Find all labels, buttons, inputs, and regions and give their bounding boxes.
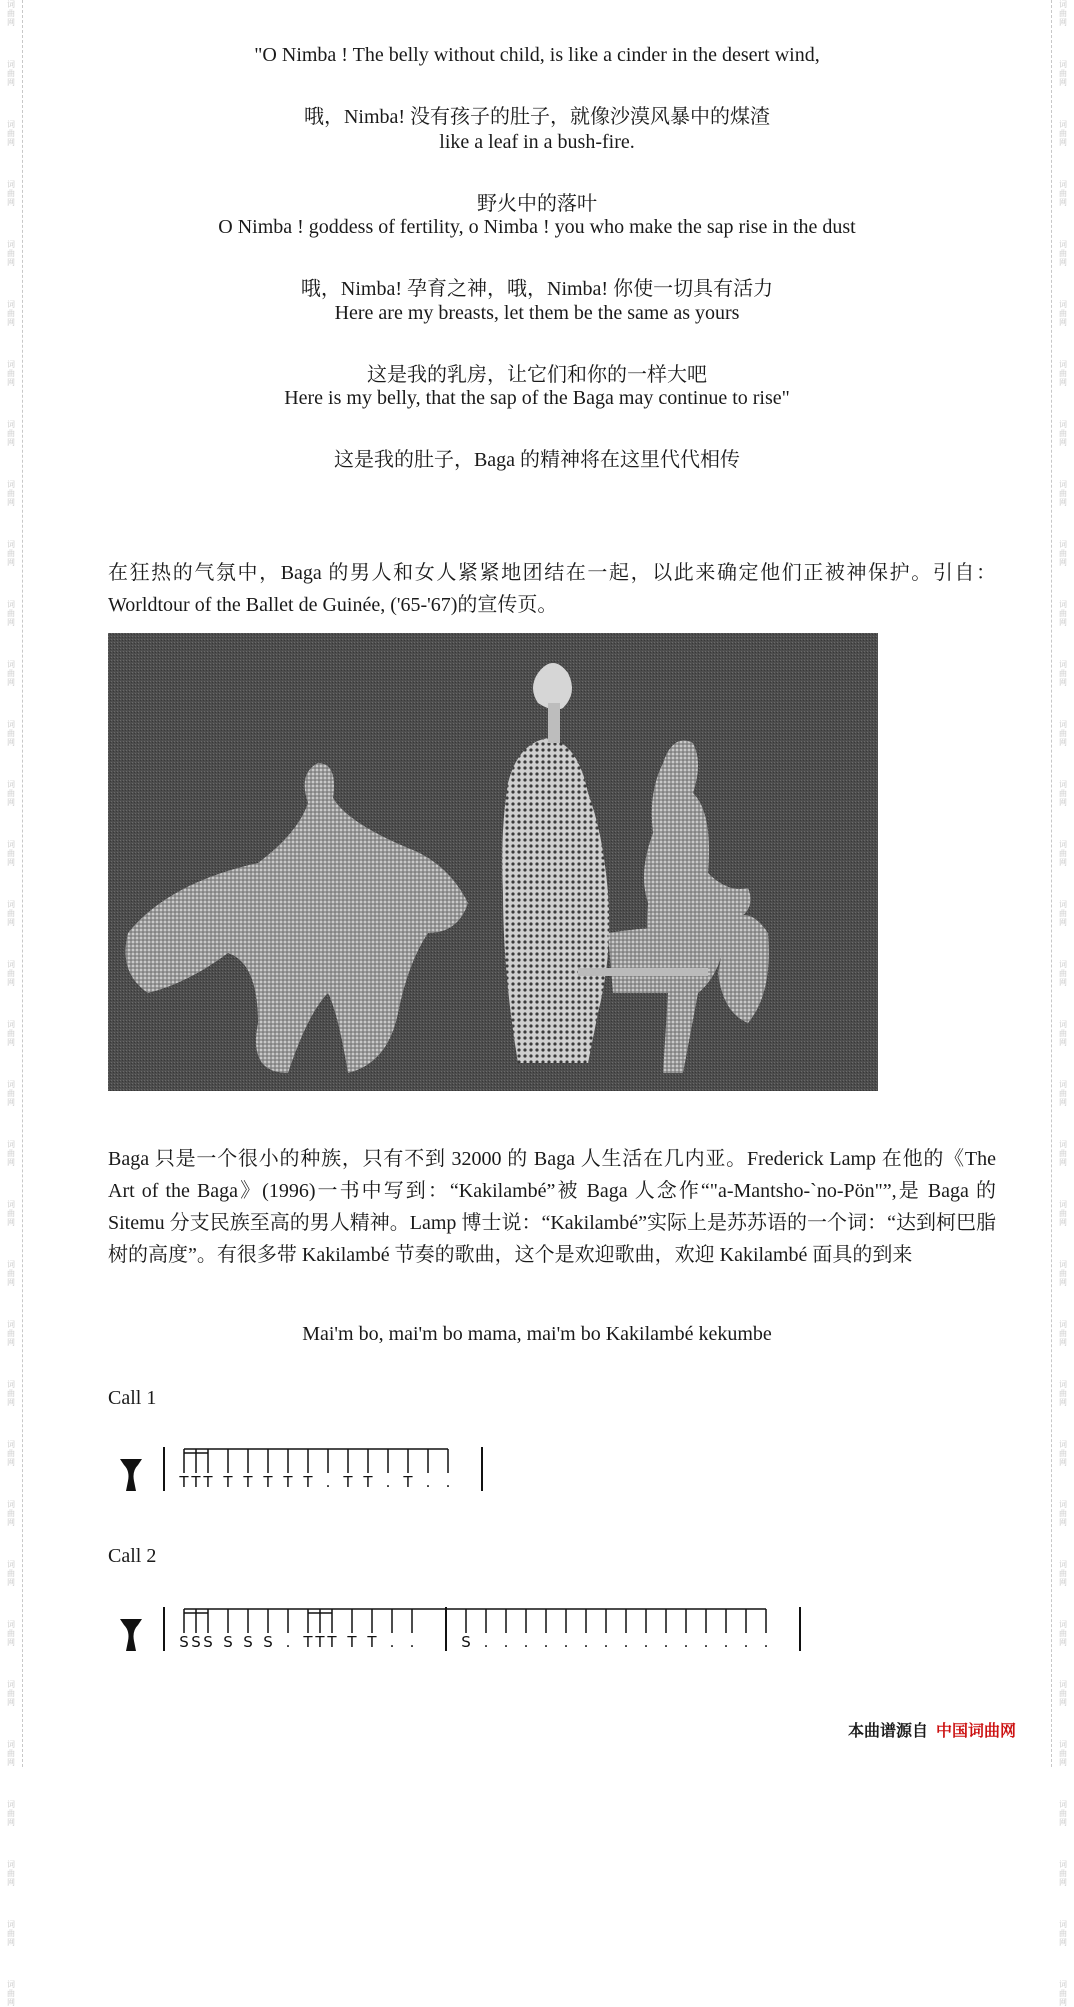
- drum-stroke: .: [723, 1633, 729, 1651]
- drum-stroke: .: [385, 1473, 391, 1491]
- drum-stroke: S: [203, 1633, 213, 1651]
- drum-stroke: T: [203, 1473, 213, 1491]
- watermark-mark: 词 曲 网: [1059, 1020, 1067, 1047]
- watermark-mark: 词 曲 网: [7, 1920, 15, 1947]
- drum-stroke: T: [223, 1473, 233, 1491]
- watermark-mark: 词 曲 网: [1059, 300, 1067, 327]
- watermark-mark: 词 曲 网: [1059, 1440, 1067, 1467]
- drum-stroke: .: [623, 1633, 629, 1651]
- baga-description: Baga 只是一个很小的种族，只有不到 32000 的 Baga 人生活在几内亚。Frederick Lamp 在他的《The Art of the Baga》(1996)一书中写到：“Kakilambé”被 Baga 人念作“"a-Mantsho-`no-Pön"”,是 Baga 的 Sitemu 分支民族至高的男人精神。Lamp 博士说：“Kakilambé”实际上是苏苏语的一个词：“达到柯巴脂树的高度”。有很多带 Kakilambé 节奏的歌曲，这个是欢迎歌曲，欢迎 Kakilambé 面具的到来: [108, 1148, 996, 1266]
- watermark-mark: 词 曲 网: [1059, 1800, 1067, 1827]
- watermark-mark: 词 曲 网: [1059, 0, 1067, 27]
- source-footer: [848, 1718, 1016, 1741]
- drum-stroke: .: [683, 1633, 689, 1651]
- drum-stroke: .: [503, 1633, 509, 1651]
- footer-site-name: 中国词曲网: [936, 1721, 1017, 1740]
- watermark-mark: 词 曲 网: [7, 1860, 15, 1887]
- left-watermark-strip: [0, 0, 23, 2007]
- drum-stroke: T: [243, 1473, 253, 1491]
- verse-line-1: "O Nimba ! The belly without child, is like a cinder in the desert wind,: [254, 44, 820, 66]
- right-watermark-strip: [1051, 0, 1074, 2007]
- watermark-mark: 词 曲 网: [1059, 1560, 1067, 1587]
- drum-stroke: S: [263, 1633, 273, 1651]
- drum-stroke: T: [179, 1473, 189, 1491]
- verse-line-4: Here are my breasts, let them be the same as yours: [334, 302, 740, 324]
- watermark-mark: 词 曲 网: [7, 540, 15, 567]
- drum-stroke: T: [347, 1633, 357, 1651]
- dancers-illustration: [108, 633, 878, 1091]
- watermark-mark: 词 曲 网: [7, 360, 15, 387]
- watermark-mark: 词 曲 网: [7, 1440, 15, 1467]
- watermark-mark: 词 曲 网: [7, 1560, 15, 1587]
- watermark-mark: 词 曲 网: [1059, 1620, 1067, 1647]
- watermark-mark: 词 曲 网: [7, 1800, 15, 1827]
- watermark-mark: 词 曲 网: [1059, 1320, 1067, 1347]
- watermark-mark: 词 曲 网: [7, 1200, 15, 1227]
- watermark-mark: 词 曲 网: [7, 960, 15, 987]
- watermark-mark: 词 曲 网: [1059, 1080, 1067, 1107]
- watermark-mark: 词 曲 网: [7, 780, 15, 807]
- drum-stroke: .: [643, 1633, 649, 1651]
- watermark-mark: 词 曲 网: [1059, 120, 1067, 147]
- watermark-mark: 词 曲 网: [1059, 240, 1067, 267]
- watermark-mark: 词 曲 网: [1059, 1740, 1067, 1767]
- watermark-mark: 词 曲 网: [7, 60, 15, 87]
- drum-stroke: .: [425, 1473, 431, 1491]
- watermark-mark: 词 曲 网: [1059, 960, 1067, 987]
- watermark-mark: 词 曲 网: [7, 0, 15, 27]
- verse-line-4-translation: 这是我的乳房，让它们和你的一样大吧: [367, 364, 707, 386]
- drum-stroke: .: [543, 1633, 549, 1651]
- watermark-mark: 词 曲 网: [7, 660, 15, 687]
- drum-stroke: T: [315, 1633, 325, 1651]
- watermark-mark: 词 曲 网: [7, 120, 15, 147]
- baga-dancers-photo: [108, 633, 878, 1091]
- drum-stroke: T: [403, 1473, 413, 1491]
- verse-line-1-translation: 哦，Nimba! 没有孩子的肚子，就像沙漠风暴中的煤渣: [303, 106, 771, 128]
- watermark-mark: 词 曲 网: [7, 180, 15, 207]
- drum-stroke: .: [409, 1633, 415, 1651]
- watermark-mark: 词 曲 网: [1059, 840, 1067, 867]
- watermark-mark: 词 曲 网: [1059, 600, 1067, 627]
- drum-stroke: S: [461, 1633, 471, 1651]
- drum-stroke: S: [223, 1633, 233, 1651]
- call-1-staff: [120, 1425, 960, 1505]
- drum-stroke: S: [243, 1633, 253, 1651]
- watermark-mark: 词 曲 网: [1059, 780, 1067, 807]
- watermark-mark: 词 曲 网: [1059, 1140, 1067, 1167]
- watermark-mark: 词 曲 网: [1059, 480, 1067, 507]
- call-1-notation: [120, 1425, 960, 1505]
- watermark-mark: 词 曲 网: [7, 1740, 15, 1767]
- drum-stroke: S: [179, 1633, 189, 1651]
- watermark-mark: 词 曲 网: [1059, 720, 1067, 747]
- call-2-label: Call 2: [108, 1545, 157, 1567]
- watermark-mark: 词 曲 网: [1059, 60, 1067, 87]
- watermark-mark: 词 曲 网: [1059, 660, 1067, 687]
- watermark-mark: 词 曲 网: [1059, 1860, 1067, 1887]
- watermark-mark: 词 曲 网: [7, 240, 15, 267]
- watermark-mark: 词 曲 网: [1059, 360, 1067, 387]
- watermark-mark: 词 曲 网: [7, 1500, 15, 1527]
- watermark-mark: 词 曲 网: [1059, 900, 1067, 927]
- verse-line-5: Here is my belly, that the sap of the Baga may continue to rise": [284, 387, 790, 409]
- watermark-mark: 词 曲 网: [7, 1320, 15, 1347]
- drum-stroke: T: [343, 1473, 353, 1491]
- watermark-mark: 词 曲 网: [7, 1980, 15, 2007]
- drum-stroke: .: [663, 1633, 669, 1651]
- watermark-mark: 词 曲 网: [7, 1020, 15, 1047]
- drum-stroke: T: [283, 1473, 293, 1491]
- watermark-mark: 词 曲 网: [7, 1680, 15, 1707]
- watermark-mark: 词 曲 网: [1059, 180, 1067, 207]
- drum-stroke: T: [303, 1633, 313, 1651]
- watermark-mark: 词 曲 网: [7, 900, 15, 927]
- watermark-mark: 词 曲 网: [1059, 420, 1067, 447]
- verse-line-3: O Nimba ! goddess of fertility, o Nimba ! you who make the sap rise in the dust: [218, 216, 856, 238]
- watermark-mark: 词 曲 网: [1059, 540, 1067, 567]
- drum-stroke: T: [191, 1473, 201, 1491]
- song-lyric-line: Mai'm bo, mai'm bo mama, mai'm bo Kakilambé kekumbe: [302, 1323, 772, 1345]
- verse-line-3-translation: 哦，Nimba! 孕育之神，哦，Nimba! 你使一切具有活力: [300, 278, 774, 300]
- drum-stroke: T: [263, 1473, 273, 1491]
- drum-stroke: .: [743, 1633, 749, 1651]
- drum-stroke: .: [763, 1633, 769, 1651]
- watermark-mark: 词 曲 网: [1059, 1500, 1067, 1527]
- drum-stroke: .: [483, 1633, 489, 1651]
- watermark-mark: 词 曲 网: [7, 1260, 15, 1287]
- watermark-mark: 词 曲 网: [7, 1620, 15, 1647]
- djembe-icon: [120, 1619, 142, 1651]
- drum-stroke: .: [603, 1633, 609, 1651]
- watermark-mark: 词 曲 网: [7, 720, 15, 747]
- drum-stroke: .: [703, 1633, 709, 1651]
- footer-source-label: 本曲谱源自: [848, 1721, 929, 1740]
- watermark-mark: 词 曲 网: [7, 600, 15, 627]
- watermark-mark: 词 曲 网: [7, 1380, 15, 1407]
- drum-stroke: .: [563, 1633, 569, 1651]
- watermark-mark: 词 曲 网: [1059, 1920, 1067, 1947]
- djembe-icon: [120, 1459, 142, 1491]
- call-2-notation: [120, 1585, 960, 1665]
- watermark-mark: 词 曲 网: [7, 1080, 15, 1107]
- photo-caption: 在狂热的气氛中，Baga 的男人和女人紧紧地团结在一起，以此来确定他们正被神保护。引自：Worldtour of the Ballet de Guinée, ('65-'67)的宣传页。: [108, 562, 996, 616]
- watermark-mark: 词 曲 网: [7, 300, 15, 327]
- verse-line-2: like a leaf in a bush-fire.: [439, 131, 635, 153]
- drum-stroke: T: [327, 1633, 337, 1651]
- watermark-mark: 词 曲 网: [7, 420, 15, 447]
- watermark-mark: 词 曲 网: [1059, 1260, 1067, 1287]
- drum-stroke: S: [191, 1633, 201, 1651]
- verse-line-5-translation: 这是我的肚子，Baga 的精神将在这里代代相传: [333, 449, 741, 471]
- drum-stroke: .: [445, 1473, 451, 1491]
- watermark-mark: 词 曲 网: [1059, 1980, 1067, 2007]
- watermark-mark: 词 曲 网: [7, 1140, 15, 1167]
- drum-stroke: .: [523, 1633, 529, 1651]
- watermark-mark: 词 曲 网: [7, 480, 15, 507]
- call-1-label: Call 1: [108, 1387, 157, 1409]
- watermark-mark: 词 曲 网: [1059, 1380, 1067, 1407]
- drum-stroke: .: [325, 1473, 331, 1491]
- drum-stroke: T: [363, 1473, 373, 1491]
- watermark-mark: 词 曲 网: [7, 840, 15, 867]
- watermark-mark: 词 曲 网: [1059, 1200, 1067, 1227]
- drum-stroke: .: [285, 1633, 291, 1651]
- drum-stroke: .: [389, 1633, 395, 1651]
- call-2-staff: [120, 1585, 960, 1665]
- drum-stroke: .: [583, 1633, 589, 1651]
- drum-stroke: T: [367, 1633, 377, 1651]
- watermark-mark: 词 曲 网: [1059, 1680, 1067, 1707]
- drum-stroke: T: [303, 1473, 313, 1491]
- verse-line-2-translation: 野火中的落叶: [477, 193, 597, 215]
